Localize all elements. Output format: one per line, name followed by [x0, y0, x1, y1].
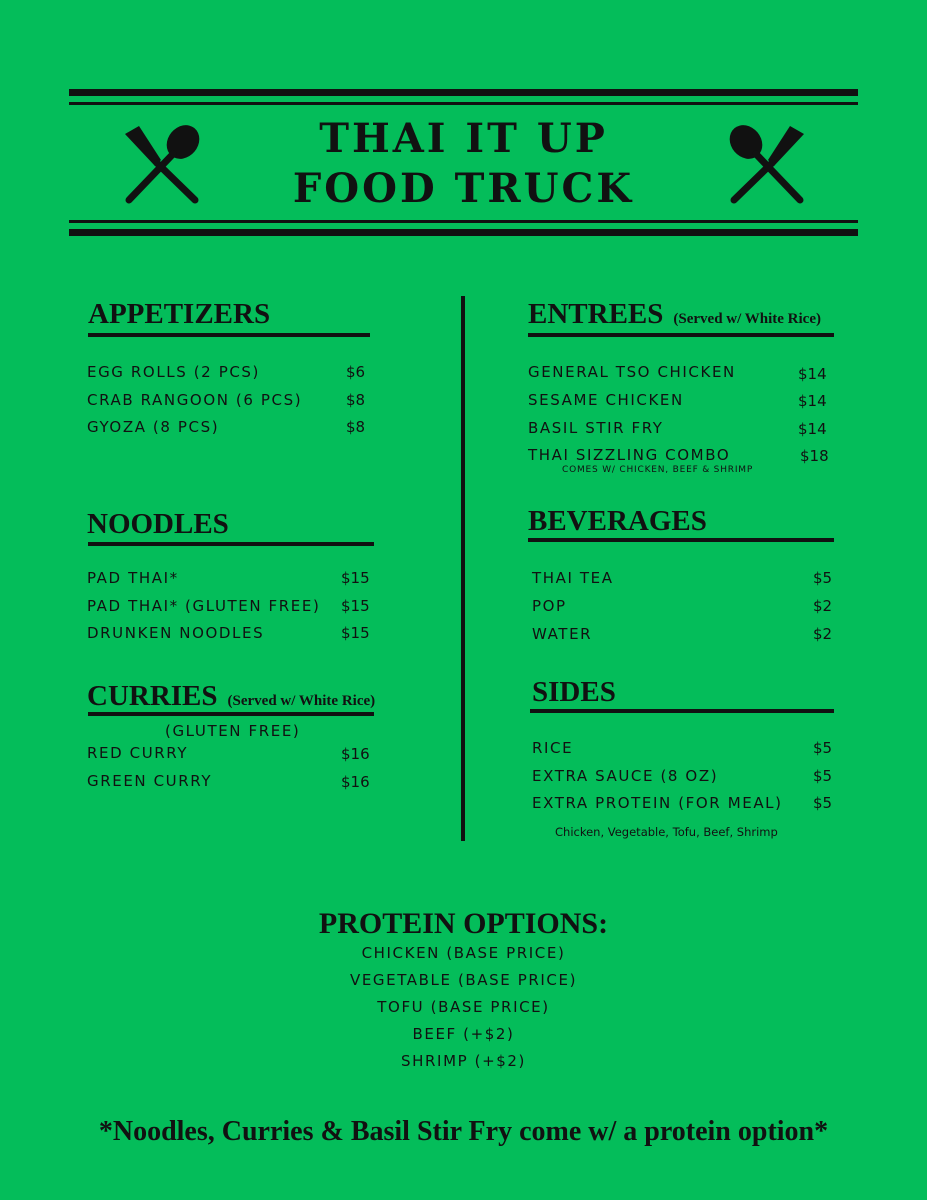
menu-item-price: $5: [813, 794, 833, 812]
menu-item-price: $5: [813, 569, 833, 587]
protein-option: VEGETABLE (BASE PRICE): [349, 971, 578, 989]
sides-underline: [530, 709, 834, 713]
menu-item: PAD THAI* (GLUTEN FREE): [87, 597, 321, 615]
menu-item: POP: [532, 597, 567, 615]
menu-item-price: $5: [813, 739, 833, 757]
beverages-heading-text: BEVERAGES: [528, 505, 707, 537]
menu-item-price: $8: [346, 418, 366, 436]
header-rule-top-thin: [69, 102, 858, 105]
menu-item: EGG ROLLS (2 PCS): [87, 363, 260, 381]
curries-note: (Served w/ White Rice): [227, 693, 376, 709]
menu-item-price: $5: [813, 767, 833, 785]
entrees-heading: [528, 297, 821, 336]
menu-item-price: $8: [346, 391, 366, 409]
sides-heading-text: SIDES: [532, 676, 616, 708]
header-rule-bottom-thick: [69, 229, 858, 236]
menu-item: RICE: [532, 739, 574, 757]
menu-item-price: $15: [341, 597, 370, 615]
protein-option: CHICKEN (BASE PRICE): [361, 944, 566, 962]
menu-item-price: $15: [341, 624, 370, 642]
menu-item-price: $2: [813, 597, 833, 615]
menu-item: DRUNKEN NOODLES: [87, 624, 265, 642]
header-rule-bottom-thin: [69, 220, 858, 223]
title-line-1: THAI IT UP: [319, 115, 608, 162]
menu-item-price: $15: [341, 569, 370, 587]
sides-protein-note: Chicken, Vegetable, Tofu, Beef, Shrimp: [555, 825, 778, 839]
menu-item: GREEN CURRY: [87, 772, 213, 790]
column-divider: [461, 296, 465, 841]
menu-item-price: $16: [341, 745, 370, 763]
menu-item: GENERAL TSO CHICKEN: [528, 363, 736, 381]
menu-item-price: $18: [800, 447, 829, 465]
menu-item: SESAME CHICKEN: [528, 391, 684, 409]
menu-item: THAI SIZZLING COMBO: [528, 446, 731, 464]
menu-item: PAD THAI*: [87, 569, 179, 587]
beverages-heading: [528, 504, 707, 538]
knife-spoon-cross-icon: [117, 120, 207, 210]
sides-heading: [532, 675, 616, 709]
entrees-note: (Served w/ White Rice): [673, 311, 821, 327]
appetizers-heading-text: APPETIZERS: [88, 298, 271, 330]
curries-subheading: (GLUTEN FREE): [165, 722, 301, 740]
title-line-2: FOOD TRUCK: [292, 165, 635, 212]
entrees-underline: [528, 333, 834, 337]
menu-item: RED CURRY: [87, 744, 189, 762]
menu-item: EXTRA PROTEIN (FOR MEAL): [532, 794, 783, 812]
menu-item-price: $14: [798, 420, 827, 438]
protein-options-heading: PROTEIN OPTIONS:: [318, 907, 609, 940]
menu-item-price: $6: [346, 363, 366, 381]
spoon-knife-cross-icon: [722, 120, 812, 210]
protein-option: TOFU (BASE PRICE): [377, 998, 550, 1016]
menu-item: GYOZA (8 PCS): [87, 418, 220, 436]
menu-item: THAI TEA: [532, 569, 614, 587]
menu-item-price: $2: [813, 625, 833, 643]
beverages-underline: [528, 538, 834, 542]
menu-item: WATER: [532, 625, 593, 643]
header-rule-top-thick: [69, 89, 858, 96]
menu-item-price: $16: [341, 773, 370, 791]
menu-item-price: $14: [798, 392, 827, 410]
noodles-heading: [87, 507, 229, 541]
menu-item: BASIL STIR FRY: [528, 419, 664, 437]
curries-underline: [88, 712, 374, 716]
menu-item-price: $14: [798, 365, 827, 383]
noodles-underline: [88, 542, 374, 546]
entrees-heading-text: ENTREES: [528, 298, 664, 330]
protein-option: BEEF (+$2): [412, 1025, 515, 1043]
noodles-heading-text: NOODLES: [87, 508, 229, 540]
footer-note: *Noodles, Curries & Basil Stir Fry come w/ a protein option*: [98, 1116, 829, 1147]
menu-item: EXTRA SAUCE (8 OZ): [532, 767, 719, 785]
curries-heading-text: CURRIES: [87, 680, 218, 712]
menu-item-subtext: COMES W/ CHICKEN, BEEF & SHRIMP: [562, 465, 754, 475]
appetizers-underline: [88, 333, 370, 337]
protein-option: SHRIMP (+$2): [401, 1052, 526, 1070]
appetizers-heading: [88, 297, 270, 331]
menu-item: CRAB RANGOON (6 PCS): [87, 391, 303, 409]
